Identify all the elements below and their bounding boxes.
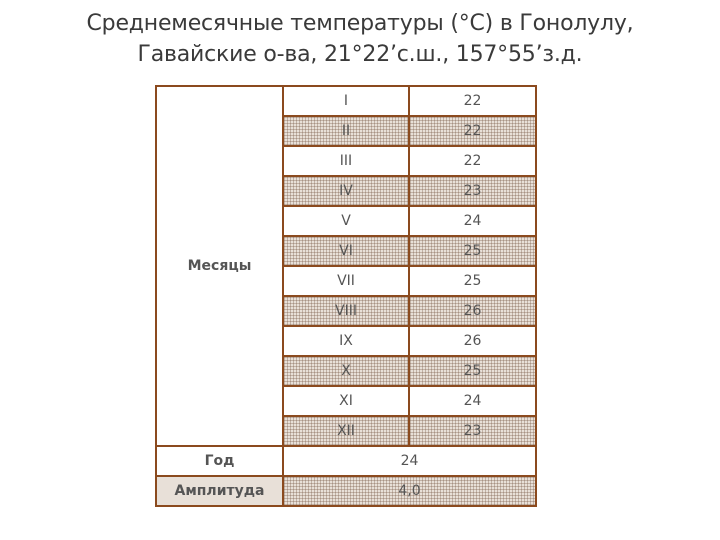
title-line-1: Среднемесячные температуры (°С) в Гонолулу, — [86, 11, 634, 36]
month-cell: XI — [283, 386, 409, 416]
year-row — [156, 446, 536, 476]
month-cell: IX — [283, 326, 409, 356]
temp-cell: 22 — [409, 146, 536, 176]
month-cell: III — [283, 146, 409, 176]
year-value: 24 — [283, 446, 536, 476]
month-cell: VII — [283, 266, 409, 296]
temp-cell: 23 — [409, 416, 536, 446]
month-cell: X — [283, 356, 409, 386]
temp-cell: 22 — [409, 116, 536, 146]
months-label: Месяцы — [156, 86, 283, 446]
month-cell: V — [283, 206, 409, 236]
month-cell: II — [283, 116, 409, 146]
month-cell: VI — [283, 236, 409, 266]
temp-cell: 24 — [409, 206, 536, 236]
amplitude-value: 4,0 — [283, 476, 536, 506]
temp-cell: 25 — [409, 236, 536, 266]
month-cell: I — [283, 86, 409, 116]
month-cell: VIII — [283, 296, 409, 326]
amplitude-row — [156, 476, 536, 506]
temp-cell: 25 — [409, 356, 536, 386]
temp-cell: 24 — [409, 386, 536, 416]
month-cell: XII — [283, 416, 409, 446]
temperature-table — [155, 85, 537, 507]
page-title — [0, 8, 720, 70]
month-cell: IV — [283, 176, 409, 206]
title-line-2: Гавайские о-ва, 21°22’с.ш., 157°55’з.д. — [137, 42, 583, 67]
temp-cell: 23 — [409, 176, 536, 206]
temp-cell: 22 — [409, 86, 536, 116]
table-row — [156, 86, 536, 116]
year-label: Год — [156, 446, 283, 476]
temp-cell: 25 — [409, 266, 536, 296]
temp-cell: 26 — [409, 326, 536, 356]
amplitude-label: Амплитуда — [156, 476, 283, 506]
temp-cell: 26 — [409, 296, 536, 326]
